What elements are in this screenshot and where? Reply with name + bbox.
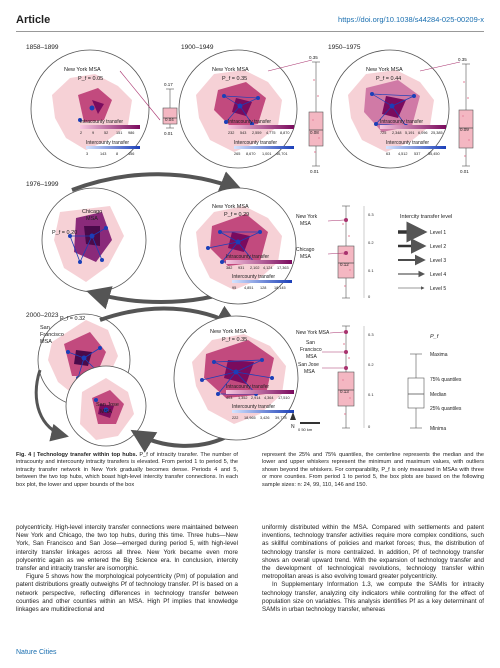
city-label-p5-sj-2: MSA: [100, 409, 112, 415]
body-column-left: [16, 524, 238, 614]
svg-text:537: 537: [414, 152, 421, 156]
city-label-p4-chicago: Chicago: [82, 209, 103, 215]
svg-text:8: 8: [116, 152, 119, 156]
svg-text:2,559: 2,559: [252, 131, 262, 135]
boxplot-key-legend: [408, 334, 462, 432]
svg-text:17,363: 17,363: [277, 266, 289, 270]
svg-text:75% quantiles: 75% quantiles: [430, 377, 462, 383]
pf-label-p5-newyork: P_f = 0.35: [222, 337, 248, 343]
svg-text:Intercounty transfer: Intercounty transfer: [86, 140, 130, 146]
svg-text:San Jose: San Jose: [298, 362, 319, 368]
svg-text:0.35: 0.35: [309, 55, 318, 60]
svg-text:New York MSA: New York MSA: [296, 330, 330, 336]
period-5-label: 2000–2023: [26, 312, 59, 319]
svg-text:0.2: 0.2: [368, 362, 374, 367]
svg-text:222: 222: [232, 416, 239, 420]
svg-text:Intracounty transfer: Intracounty transfer: [226, 384, 270, 390]
svg-text:0.01: 0.01: [164, 131, 173, 136]
boxplot-period-2: [309, 55, 323, 174]
pf-label-p4-chicago: P_f = 0.20: [52, 230, 78, 236]
svg-text:17,510: 17,510: [278, 396, 290, 400]
svg-text:35,450: 35,450: [428, 152, 440, 156]
svg-text:382: 382: [226, 266, 233, 270]
pf-label-p2: P_f = 0.35: [222, 76, 248, 82]
svg-text:0.35: 0.35: [458, 57, 467, 62]
svg-text:0.01: 0.01: [460, 169, 469, 174]
caption-left-text: P_f of intracity transfer. The number of intracounty and intercounty intracity transfers is elevated. From period 1 to period 5, the intracity transfer network in New York gradually becomes dense. Periods 4 and 5, between the two top hubs, which boast high-level intercity transfer connections. In each box plot, the lower and upper bounds of the box: [16, 452, 238, 488]
svg-text:4,124: 4,124: [263, 266, 273, 270]
svg-text:Intercounty transfer: Intercounty transfer: [232, 404, 276, 410]
body-paragraph: Figure 5 shows how the morphological polycentricity (Pm) of population and patent distributions greatly outweighs Pf of technology transfer. Pf is based on a network perspective, reflecting differences in technology transfer between counties and other counties within an MSA. High Pf implies that knowledge linkages are multidirectional and: [16, 573, 238, 614]
period-2-label: 1900–1949: [181, 44, 214, 51]
svg-text:1,352: 1,352: [238, 396, 248, 400]
svg-text:5,191: 5,191: [405, 131, 415, 135]
svg-text:3: 3: [86, 152, 89, 156]
svg-text:403: 403: [226, 396, 233, 400]
svg-text:0.09: 0.09: [460, 127, 469, 132]
city-label-p5-sj-1: San Jose: [96, 402, 119, 408]
svg-text:Level 1: Level 1: [430, 230, 447, 236]
svg-text:Chicago: Chicago: [296, 247, 315, 253]
svg-text:0: 0: [368, 294, 371, 299]
map-period-4-chicago: [42, 188, 146, 292]
svg-text:18,965: 18,965: [244, 416, 256, 420]
body-column-right: [262, 524, 484, 614]
svg-text:Minima: Minima: [430, 426, 447, 432]
body-paragraph: polycentricity. High-level intercity transfer connections were maintained between New York and Chicago, the two top hubs, during this time. Three hubs—New York, San Francisco and San Jose—emerged during period 5, with high-level intercity transfer linkages across all three. New York became even more polycentric again as we entered the Big Science era. In conclusion, intercity transfer and intracity transfer are isomorphic.: [16, 524, 238, 573]
svg-text:4,512: 4,512: [398, 152, 408, 156]
pf-label-p5-sf: P_f = 0.32: [60, 316, 86, 322]
svg-text:2,914: 2,914: [251, 396, 261, 400]
svg-text:MSA: MSA: [306, 354, 317, 360]
intercity-level-legend: [398, 214, 452, 292]
svg-text:8,670: 8,670: [246, 152, 256, 156]
svg-text:New York: New York: [296, 214, 318, 220]
svg-text:Maxima: Maxima: [430, 352, 448, 358]
svg-text:Level 2: Level 2: [430, 244, 447, 250]
svg-text:Intracounty transfer: Intracounty transfer: [228, 119, 272, 125]
svg-text:0.12: 0.12: [340, 262, 349, 267]
svg-text:0.1: 0.1: [368, 392, 374, 397]
svg-text:MSA: MSA: [304, 369, 315, 375]
svg-text:143: 143: [100, 152, 107, 156]
svg-text:0.13: 0.13: [340, 389, 349, 394]
caption-lead: Fig. 4 | Technology transfer within top hubs.: [16, 452, 138, 458]
svg-text:0: 0: [368, 424, 371, 429]
svg-text:6,096: 6,096: [418, 131, 428, 135]
city-label-p5-sf-3: MSA: [40, 339, 52, 345]
period-3-label: 1950–1975: [328, 44, 361, 51]
svg-text:0.04: 0.04: [165, 117, 174, 122]
svg-text:151: 151: [116, 131, 123, 135]
city-label-p5-newyork: New York MSA: [210, 329, 247, 335]
svg-text:4,364: 4,364: [264, 396, 274, 400]
svg-text:265: 265: [234, 152, 241, 156]
svg-text:95: 95: [232, 286, 237, 290]
svg-text:P_f: P_f: [430, 334, 439, 340]
svg-text:Francisco: Francisco: [300, 347, 322, 353]
svg-text:N: N: [291, 424, 295, 430]
svg-text:2: 2: [80, 131, 83, 135]
period-1-label: 1858–1899: [26, 44, 59, 51]
svg-text:25% quantiles: 25% quantiles: [430, 406, 462, 412]
svg-text:9: 9: [92, 131, 95, 135]
city-label-p2: New York MSA: [212, 67, 249, 73]
city-label-p5-sf-2: Francisco: [40, 332, 64, 338]
svg-text:0.3: 0.3: [368, 212, 374, 217]
svg-text:Level 3: Level 3: [430, 258, 447, 264]
svg-text:San: San: [306, 340, 315, 346]
svg-text:128: 128: [260, 286, 267, 290]
city-label-p4-chicago-msa: MSA: [86, 216, 98, 222]
svg-text:232: 232: [228, 131, 235, 135]
svg-text:931: 931: [238, 266, 245, 270]
svg-text:456: 456: [128, 152, 135, 156]
svg-text:Intercity transfer level: Intercity transfer level: [400, 214, 453, 220]
svg-text:0.01: 0.01: [310, 169, 319, 174]
svg-text:Level 5: Level 5: [430, 286, 447, 292]
svg-text:46,701: 46,701: [276, 152, 288, 156]
boxplot-period-3: [458, 57, 473, 174]
svg-text:4,851: 4,851: [244, 286, 254, 290]
svg-text:Level 4: Level 4: [430, 272, 447, 278]
svg-text:0.3: 0.3: [368, 332, 374, 337]
figure-caption-right: represent the 25% and 75% quantiles, the centerline represents the median and the lower and upper whiskers represent the minimum and maximum values, with outliers shown beyond the whiskers. For comparability, P_f is only measured in MSAs with three or more counties. From period 1 to period 5, the box plots are based on the following sample sizes: n: 24, 99, 110, 146 and 150.: [262, 452, 484, 488]
svg-text:543: 543: [240, 131, 247, 135]
period-4-label: 1976–1999: [26, 181, 59, 188]
body-paragraph: uniformly distributed within the MSA. Compared with settlements and patent inventions, technology transfer activities require more complex conditions, such as skillful combinations of policies and market forces; thus, the distribution of technology transfer is more centralized. In addition, Pf of technology transfer shows an overall upward trend. With the expansion of technology transfer and the development of technological revolutions, technology transfer within metropolitan areas is also evolving toward greater polycentricity.: [262, 524, 484, 581]
svg-text:52: 52: [104, 131, 109, 135]
svg-text:63: 63: [386, 152, 391, 156]
svg-text:Intercounty transfer: Intercounty transfer: [234, 140, 278, 146]
doi-link[interactable]: https://doi.org/10.1038/s44284-025-00209-x: [338, 15, 484, 24]
svg-text:Intercounty transfer: Intercounty transfer: [386, 140, 430, 146]
journal-footer: Nature Cities: [16, 649, 57, 656]
svg-text:0.1: 0.1: [368, 268, 374, 273]
boxplot-period-4: [296, 206, 374, 299]
svg-text:2,102: 2,102: [250, 266, 260, 270]
svg-text:39,778: 39,778: [275, 416, 287, 420]
svg-text:MSA: MSA: [300, 254, 311, 260]
svg-text:0.17: 0.17: [164, 82, 173, 87]
figure-caption-left: [16, 452, 238, 489]
svg-text:Median: Median: [430, 392, 447, 398]
journal-section-title: Article: [16, 14, 51, 26]
svg-text:18,145: 18,145: [274, 286, 286, 290]
pf-label-p3: P_f = 0.44: [376, 76, 402, 82]
city-label-p1: New York MSA: [64, 67, 101, 73]
svg-text:1,001: 1,001: [262, 152, 272, 156]
city-label-p4-newyork: New York MSA: [212, 204, 249, 210]
svg-text:4,775: 4,775: [266, 131, 276, 135]
city-label-p3: New York MSA: [366, 67, 403, 73]
boxplot-period-1: [163, 82, 177, 136]
body-paragraph: In Supplementary Information 1.3, we compute the SAMIs for intracity technology transfer, analyzing city indicators while controlling for the effect of population size on variables. This analysis identifies Pf as a key determinant of SAMIs in urban technology transfer, whereas: [262, 581, 484, 614]
svg-text:8,870: 8,870: [280, 131, 290, 135]
boxplot-period-5: [296, 326, 374, 429]
svg-text:0 50 km: 0 50 km: [298, 427, 313, 432]
svg-text:0.2: 0.2: [368, 240, 374, 245]
north-arrow-icon: [290, 412, 296, 430]
svg-text:3,426: 3,426: [260, 416, 270, 420]
svg-text:Intercounty transfer: Intercounty transfer: [232, 274, 276, 280]
pf-label-p1: P_f = 0.05: [78, 76, 104, 82]
svg-text:Intracounty transfer: Intracounty transfer: [226, 254, 270, 260]
svg-text:2,348: 2,348: [392, 131, 402, 135]
scale-bar: [298, 422, 320, 432]
svg-text:MSA: MSA: [300, 221, 311, 227]
city-label-p5-sf-1: San: [40, 325, 50, 331]
pf-label-p4-newyork: P_f = 0.29: [224, 212, 250, 218]
svg-text:0.08: 0.08: [310, 130, 319, 135]
svg-text:Intracounty transfer: Intracounty transfer: [380, 119, 424, 125]
svg-text:25,385: 25,385: [431, 131, 443, 135]
svg-text:Intracounty transfer: Intracounty transfer: [80, 119, 124, 125]
svg-text:725: 725: [380, 131, 387, 135]
svg-text:986: 986: [128, 131, 135, 135]
